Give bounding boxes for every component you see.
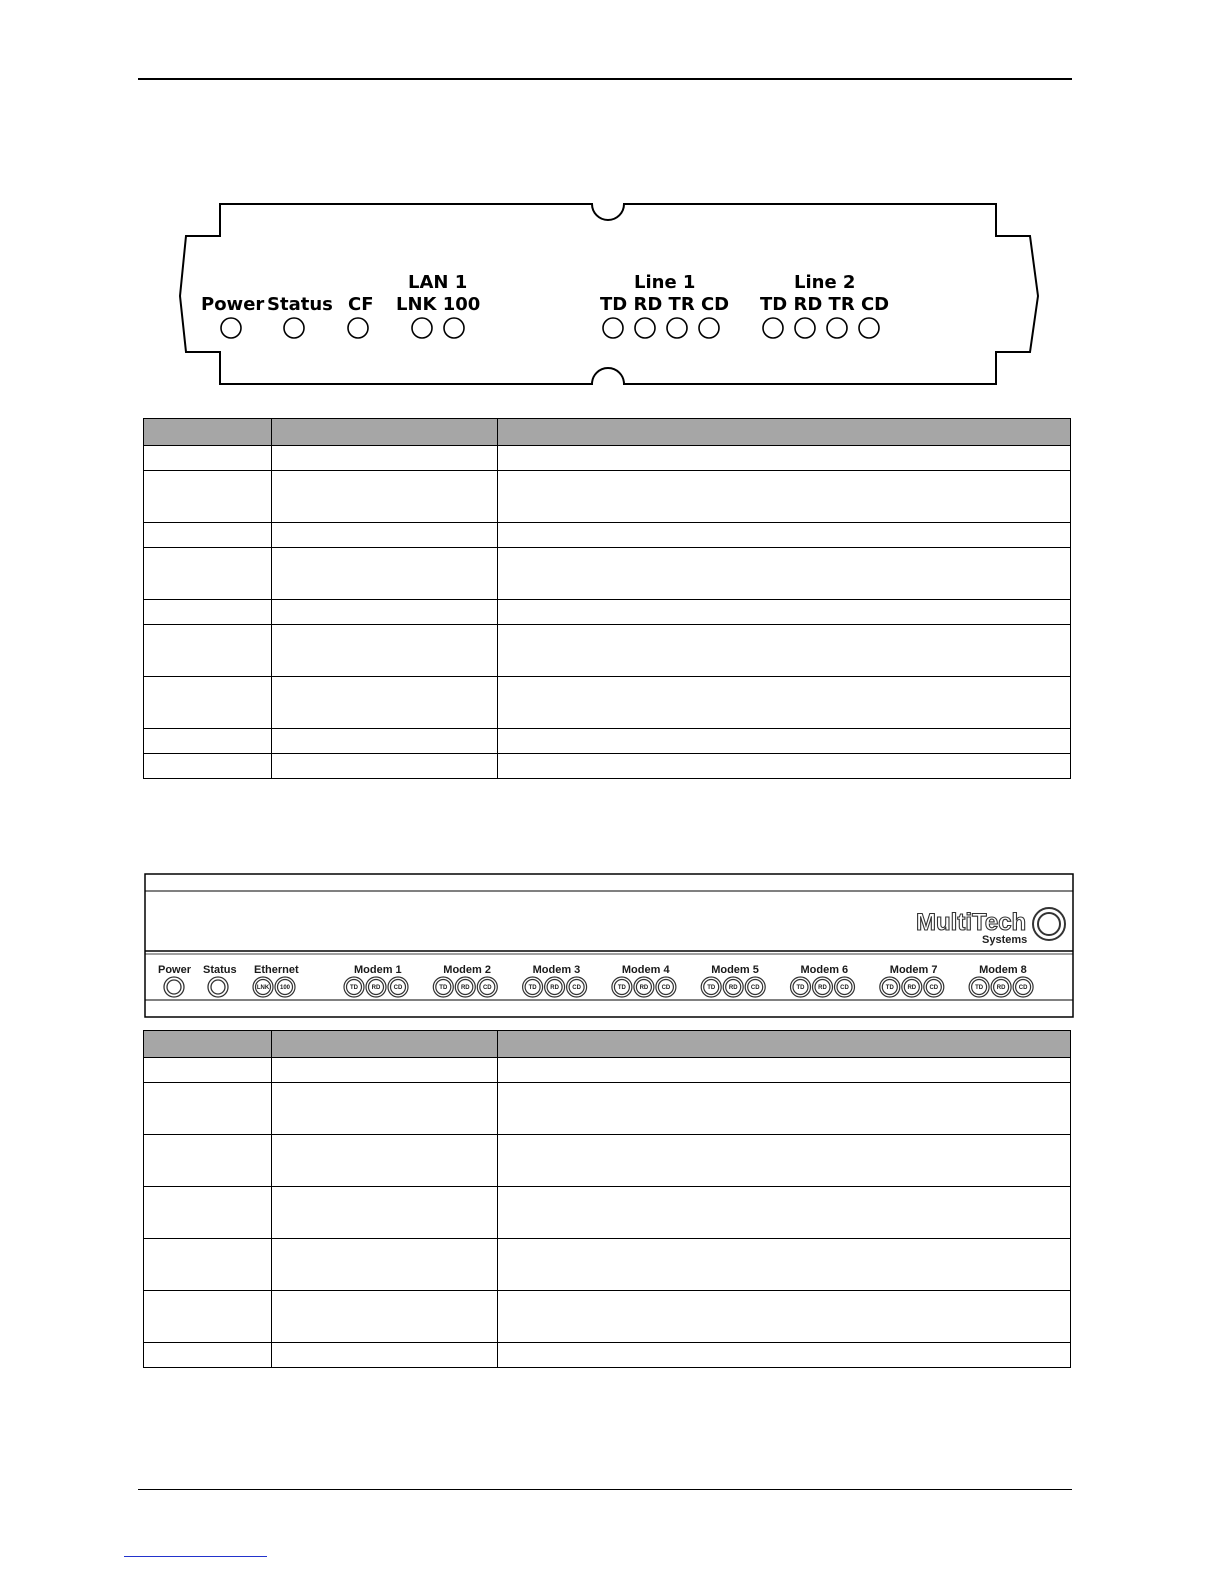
modem-led-label: CD bbox=[929, 985, 939, 991]
table-cell bbox=[272, 548, 498, 600]
line2-td-led bbox=[763, 318, 783, 338]
table-cell bbox=[272, 1135, 498, 1187]
table-cell bbox=[498, 1187, 1071, 1239]
100-led bbox=[444, 318, 464, 338]
modem-led-label: CD bbox=[840, 985, 849, 991]
line2-label: Line 2 bbox=[794, 272, 856, 293]
lnk-led-label: LNK bbox=[256, 985, 270, 991]
table-row bbox=[144, 1058, 1071, 1083]
table-cell bbox=[272, 1239, 498, 1291]
modem-led-label: RD bbox=[371, 985, 381, 991]
table-cell bbox=[144, 729, 272, 754]
front-panel-diagram-2 bbox=[144, 873, 1074, 1018]
status-label-2: Status bbox=[203, 964, 237, 976]
table-cell bbox=[498, 548, 1071, 600]
lnk100-label: LNK 100 bbox=[396, 294, 481, 315]
table-cell bbox=[144, 1187, 272, 1239]
brand-text: MultiTech bbox=[916, 909, 1027, 936]
line1-cd-led bbox=[699, 318, 719, 338]
table-row bbox=[144, 523, 1071, 548]
table-row bbox=[144, 677, 1071, 729]
modem-led-label: CD bbox=[482, 985, 492, 991]
line1-led-labels: TD RD TR CD bbox=[600, 294, 730, 315]
modem-group bbox=[880, 964, 944, 997]
line2-cd-led bbox=[859, 318, 879, 338]
table-cell bbox=[272, 471, 498, 523]
table-cell bbox=[144, 1291, 272, 1343]
modem-group bbox=[969, 964, 1033, 997]
modem-led-label: TD bbox=[528, 985, 537, 991]
header-cell bbox=[498, 419, 1071, 446]
modem-label: Modem 8 bbox=[979, 964, 1027, 976]
modem-label: Modem 6 bbox=[800, 964, 849, 976]
modem-led-label: TD bbox=[975, 985, 984, 991]
table-cell bbox=[498, 625, 1071, 677]
modem-led-label: RD bbox=[907, 985, 917, 991]
front-panel-diagram-1 bbox=[170, 196, 1050, 392]
header-rule bbox=[138, 78, 1072, 80]
footer-rule bbox=[138, 1489, 1072, 1490]
table-cell bbox=[272, 600, 498, 625]
table-cell bbox=[498, 523, 1071, 548]
modem-led-label: RD bbox=[996, 985, 1006, 991]
table-cell bbox=[272, 1343, 498, 1368]
table-cell bbox=[498, 471, 1071, 523]
table-cell bbox=[144, 600, 272, 625]
power-label-2: Power bbox=[158, 964, 192, 976]
table-row bbox=[144, 1083, 1071, 1135]
table-cell bbox=[144, 677, 272, 729]
modem-led-label: CD bbox=[661, 985, 671, 991]
table-cell bbox=[272, 754, 498, 779]
modem-group bbox=[701, 964, 765, 997]
table-cell bbox=[272, 446, 498, 471]
table-cell bbox=[272, 523, 498, 548]
power-led bbox=[221, 318, 241, 338]
line1-label: Line 1 bbox=[634, 272, 696, 293]
modem-group bbox=[344, 964, 408, 997]
table-header-row bbox=[144, 419, 1071, 446]
table-cell bbox=[498, 1135, 1071, 1187]
modem-label: Modem 1 bbox=[354, 964, 402, 976]
header-cell bbox=[498, 1031, 1071, 1058]
table-cell bbox=[144, 1343, 272, 1368]
table-cell bbox=[272, 1058, 498, 1083]
100-led-label: 100 bbox=[279, 985, 291, 991]
modem-group bbox=[523, 964, 587, 997]
modem-led-label: TD bbox=[796, 985, 805, 991]
table-cell bbox=[498, 754, 1071, 779]
footer-link-underline bbox=[124, 1556, 267, 1557]
table-row bbox=[144, 1239, 1071, 1291]
line2-rd-led bbox=[795, 318, 815, 338]
table-cell bbox=[144, 1058, 272, 1083]
modem-label: Modem 4 bbox=[621, 964, 670, 976]
led-table-2 bbox=[143, 1030, 1071, 1368]
table-row bbox=[144, 1187, 1071, 1239]
table-cell bbox=[144, 1083, 272, 1135]
table-header-row bbox=[144, 1031, 1071, 1058]
cf-led bbox=[348, 318, 368, 338]
table-cell bbox=[144, 1135, 272, 1187]
line1-rd-led bbox=[635, 318, 655, 338]
table-row bbox=[144, 754, 1071, 779]
table-row bbox=[144, 471, 1071, 523]
table-row bbox=[144, 548, 1071, 600]
line1-tr-led bbox=[667, 318, 687, 338]
status-label: Status bbox=[267, 294, 333, 315]
table-cell bbox=[272, 677, 498, 729]
modem-led-label: CD bbox=[393, 985, 403, 991]
table-row bbox=[144, 625, 1071, 677]
table-cell bbox=[498, 600, 1071, 625]
lnk-led bbox=[412, 318, 432, 338]
ethernet-label: Ethernet bbox=[254, 964, 299, 976]
status-led bbox=[284, 318, 304, 338]
lan1-label: LAN 1 bbox=[408, 272, 468, 293]
modem-led-label: TD bbox=[707, 985, 716, 991]
header-cell bbox=[144, 419, 272, 446]
header-cell bbox=[144, 1031, 272, 1058]
table-cell bbox=[144, 523, 272, 548]
modem-led-label: CD bbox=[1018, 985, 1028, 991]
modem-led-label: CD bbox=[750, 985, 760, 991]
front-panel-outline bbox=[170, 196, 1050, 392]
table-cell bbox=[144, 754, 272, 779]
line2-tr-led bbox=[827, 318, 847, 338]
table-cell bbox=[144, 446, 272, 471]
table-row bbox=[144, 1135, 1071, 1187]
brand-subtext: Systems bbox=[982, 934, 1028, 946]
table-cell bbox=[498, 1291, 1071, 1343]
modem-label: Modem 5 bbox=[711, 964, 759, 976]
modem-group bbox=[612, 964, 676, 997]
table-row bbox=[144, 446, 1071, 471]
modem-led-label: RD bbox=[460, 985, 470, 991]
table-cell bbox=[498, 677, 1071, 729]
table-cell bbox=[498, 1343, 1071, 1368]
table-row bbox=[144, 600, 1071, 625]
power-label: Power bbox=[201, 294, 265, 315]
table-row bbox=[144, 1291, 1071, 1343]
modem-led-label: TD bbox=[617, 985, 626, 991]
table-cell bbox=[498, 1083, 1071, 1135]
table-cell bbox=[498, 1239, 1071, 1291]
header-cell bbox=[272, 1031, 498, 1058]
cf-label: CF bbox=[348, 294, 374, 315]
header-cell bbox=[272, 419, 498, 446]
table-cell bbox=[272, 1291, 498, 1343]
modem-led-label: RD bbox=[728, 985, 738, 991]
modem-label: Modem 7 bbox=[889, 964, 938, 976]
modem-led-label: TD bbox=[885, 985, 894, 991]
table-cell bbox=[498, 729, 1071, 754]
modem-group bbox=[433, 964, 497, 997]
table-cell bbox=[144, 1239, 272, 1291]
modem-led-label: CD bbox=[572, 985, 581, 991]
table-cell bbox=[272, 1083, 498, 1135]
modem-group bbox=[791, 964, 855, 997]
modem-led-label: TD bbox=[350, 985, 358, 991]
table-cell bbox=[272, 729, 498, 754]
table-cell bbox=[144, 548, 272, 600]
line2-led-labels: TD RD TR CD bbox=[760, 294, 890, 315]
modem-led-label: RD bbox=[818, 985, 827, 991]
table-cell bbox=[498, 446, 1071, 471]
table-row bbox=[144, 729, 1071, 754]
modem-led-label: RD bbox=[550, 985, 559, 991]
modem-label: Modem 2 bbox=[443, 964, 491, 976]
table-cell bbox=[272, 1187, 498, 1239]
table-row bbox=[144, 1343, 1071, 1368]
modem-led-label: RD bbox=[639, 985, 649, 991]
front-panel-2-outline bbox=[144, 873, 1074, 1018]
line1-td-led bbox=[603, 318, 623, 338]
table-cell bbox=[144, 471, 272, 523]
table-cell bbox=[272, 625, 498, 677]
table-cell bbox=[144, 625, 272, 677]
led-table-1 bbox=[143, 418, 1071, 779]
modem-label: Modem 3 bbox=[532, 964, 581, 976]
table-cell bbox=[498, 1058, 1071, 1083]
modem-led-label: TD bbox=[439, 985, 448, 991]
